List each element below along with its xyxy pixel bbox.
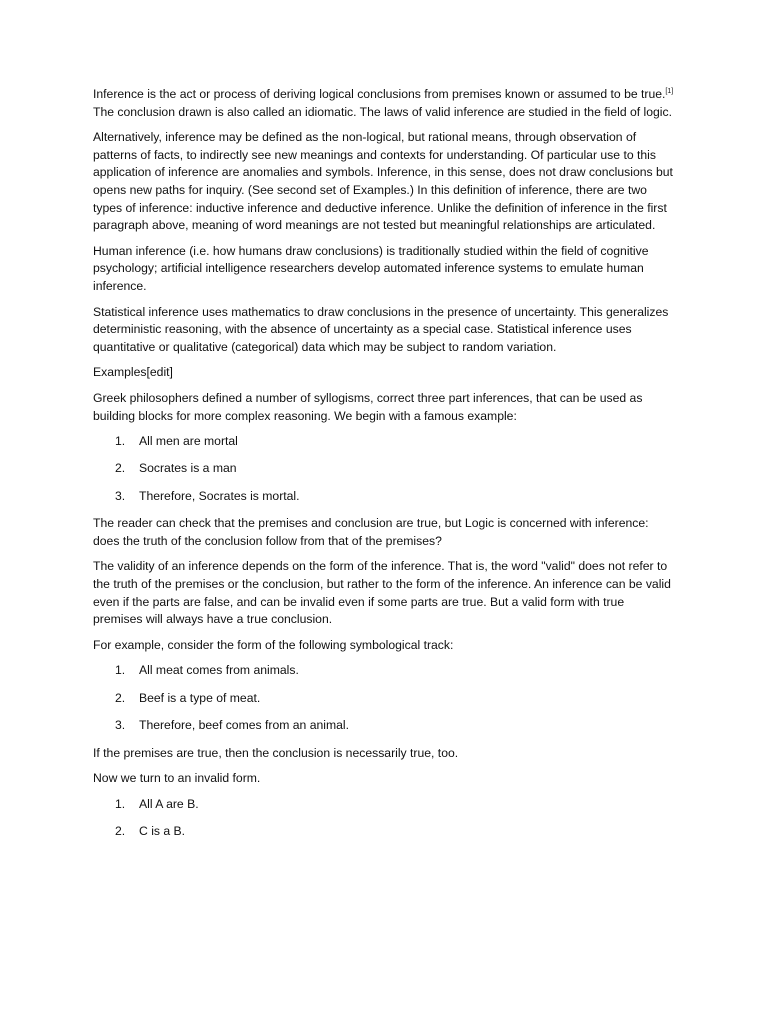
list-item <box>93 796 676 814</box>
list-item <box>93 823 676 841</box>
list-item <box>93 662 676 680</box>
paragraph-text: The conclusion drawn is also called an idiomatic. The laws of valid inference are studied in the field of logic. <box>93 104 672 119</box>
list-item-number: 2. <box>115 690 126 705</box>
list-item-text: All men are mortal <box>139 434 238 449</box>
list-meat-example <box>93 662 676 734</box>
list-item-number: 1. <box>115 434 126 449</box>
list-syllogism-example <box>93 433 676 505</box>
citation-link[interactable]: [1] <box>665 87 674 95</box>
list-item-number: 3. <box>115 488 126 503</box>
list-item-number: 2. <box>115 461 126 476</box>
list-item-text: Therefore, beef comes from an animal. <box>139 718 349 733</box>
paragraph-text: Inference is the act or process of deriving logical conclusions from premises known or assumed to be true. <box>93 87 666 101</box>
list-item <box>93 460 676 478</box>
paragraph-inference-definition <box>93 86 676 121</box>
section-heading-examples: Examples[edit] <box>93 365 173 380</box>
paragraph-reader-check: The reader can check that the premises and conclusion are true, but Logic is concerned with inference: does the truth of the conclusion follow from that of the premises? <box>93 516 649 548</box>
list-item-text: C is a B. <box>139 824 186 839</box>
list-item-text: All A are B. <box>139 796 199 811</box>
list-item <box>93 690 676 708</box>
list-invalid-example <box>93 796 676 841</box>
list-item-text: Beef is a type of meat. <box>139 690 261 705</box>
list-item-number: 1. <box>115 796 126 811</box>
paragraph-invalid-form: Now we turn to an invalid form. <box>93 771 261 786</box>
list-item-text: Socrates is a man <box>139 461 237 476</box>
list-item <box>93 488 676 506</box>
paragraph-syllogisms: Greek philosophers defined a number of syllogisms, correct three part inferences, that can be used as building blocks for more complex reasoning. We begin with a famous example: <box>93 390 643 423</box>
list-item-text: All meat comes from animals. <box>139 663 299 678</box>
paragraph-premises-true: If the premises are true, then the conclusion is necessarily true, too. <box>93 745 459 760</box>
list-item <box>93 433 676 451</box>
list-item-number: 1. <box>115 663 126 678</box>
paragraph-statistical-inference: Statistical inference uses mathematics to draw conclusions in the presence of uncertainty. This generalizes deterministic reasoning, with the absence of uncertainty as a special case. Statistical inference uses quantitative or qualitative (categorical) data which may be subject to random variation. <box>93 304 669 354</box>
paragraph-human-inference: Human inference (i.e. how humans draw conclusions) is traditionally studied within the field of cognitive psychology; artificial intelligence researchers develop automated inference systems to emulate human inference. <box>93 243 649 293</box>
list-item-number: 2. <box>115 824 126 839</box>
paragraph-form-example: For example, consider the form of the following symbological track: <box>93 637 454 652</box>
list-item-number: 3. <box>115 718 126 733</box>
list-item-text: Therefore, Socrates is mortal. <box>139 488 300 503</box>
paragraph-alternative-definition: Alternatively, inference may be defined as the non-logical, but rational means, through observation of patterns of facts, to indirectly see new meanings and contexts for understanding. Of particular use to this application of inference are anomalies and symbols. Inference, in this sense, does not draw conclusions but opens new paths for inquiry. (See second set of Examples.) In this definition of inference, there are two types of inference: inductive inference and deductive inference. Unlike the definition of inference in the first paragraph above, meaning of word meanings are not tested but meaningful relationships are articulated. <box>93 130 673 233</box>
paragraph-validity: The validity of an inference depends on the form of the inference. That is, the word "valid" does not refer to the truth of the premises or the conclusion, but rather to the form of the inference. An inference can be valid even if the parts are false, and can be invalid even if some parts are true. But a valid form with true premises will always have a true conclusion. <box>93 559 671 627</box>
list-item <box>93 717 676 735</box>
